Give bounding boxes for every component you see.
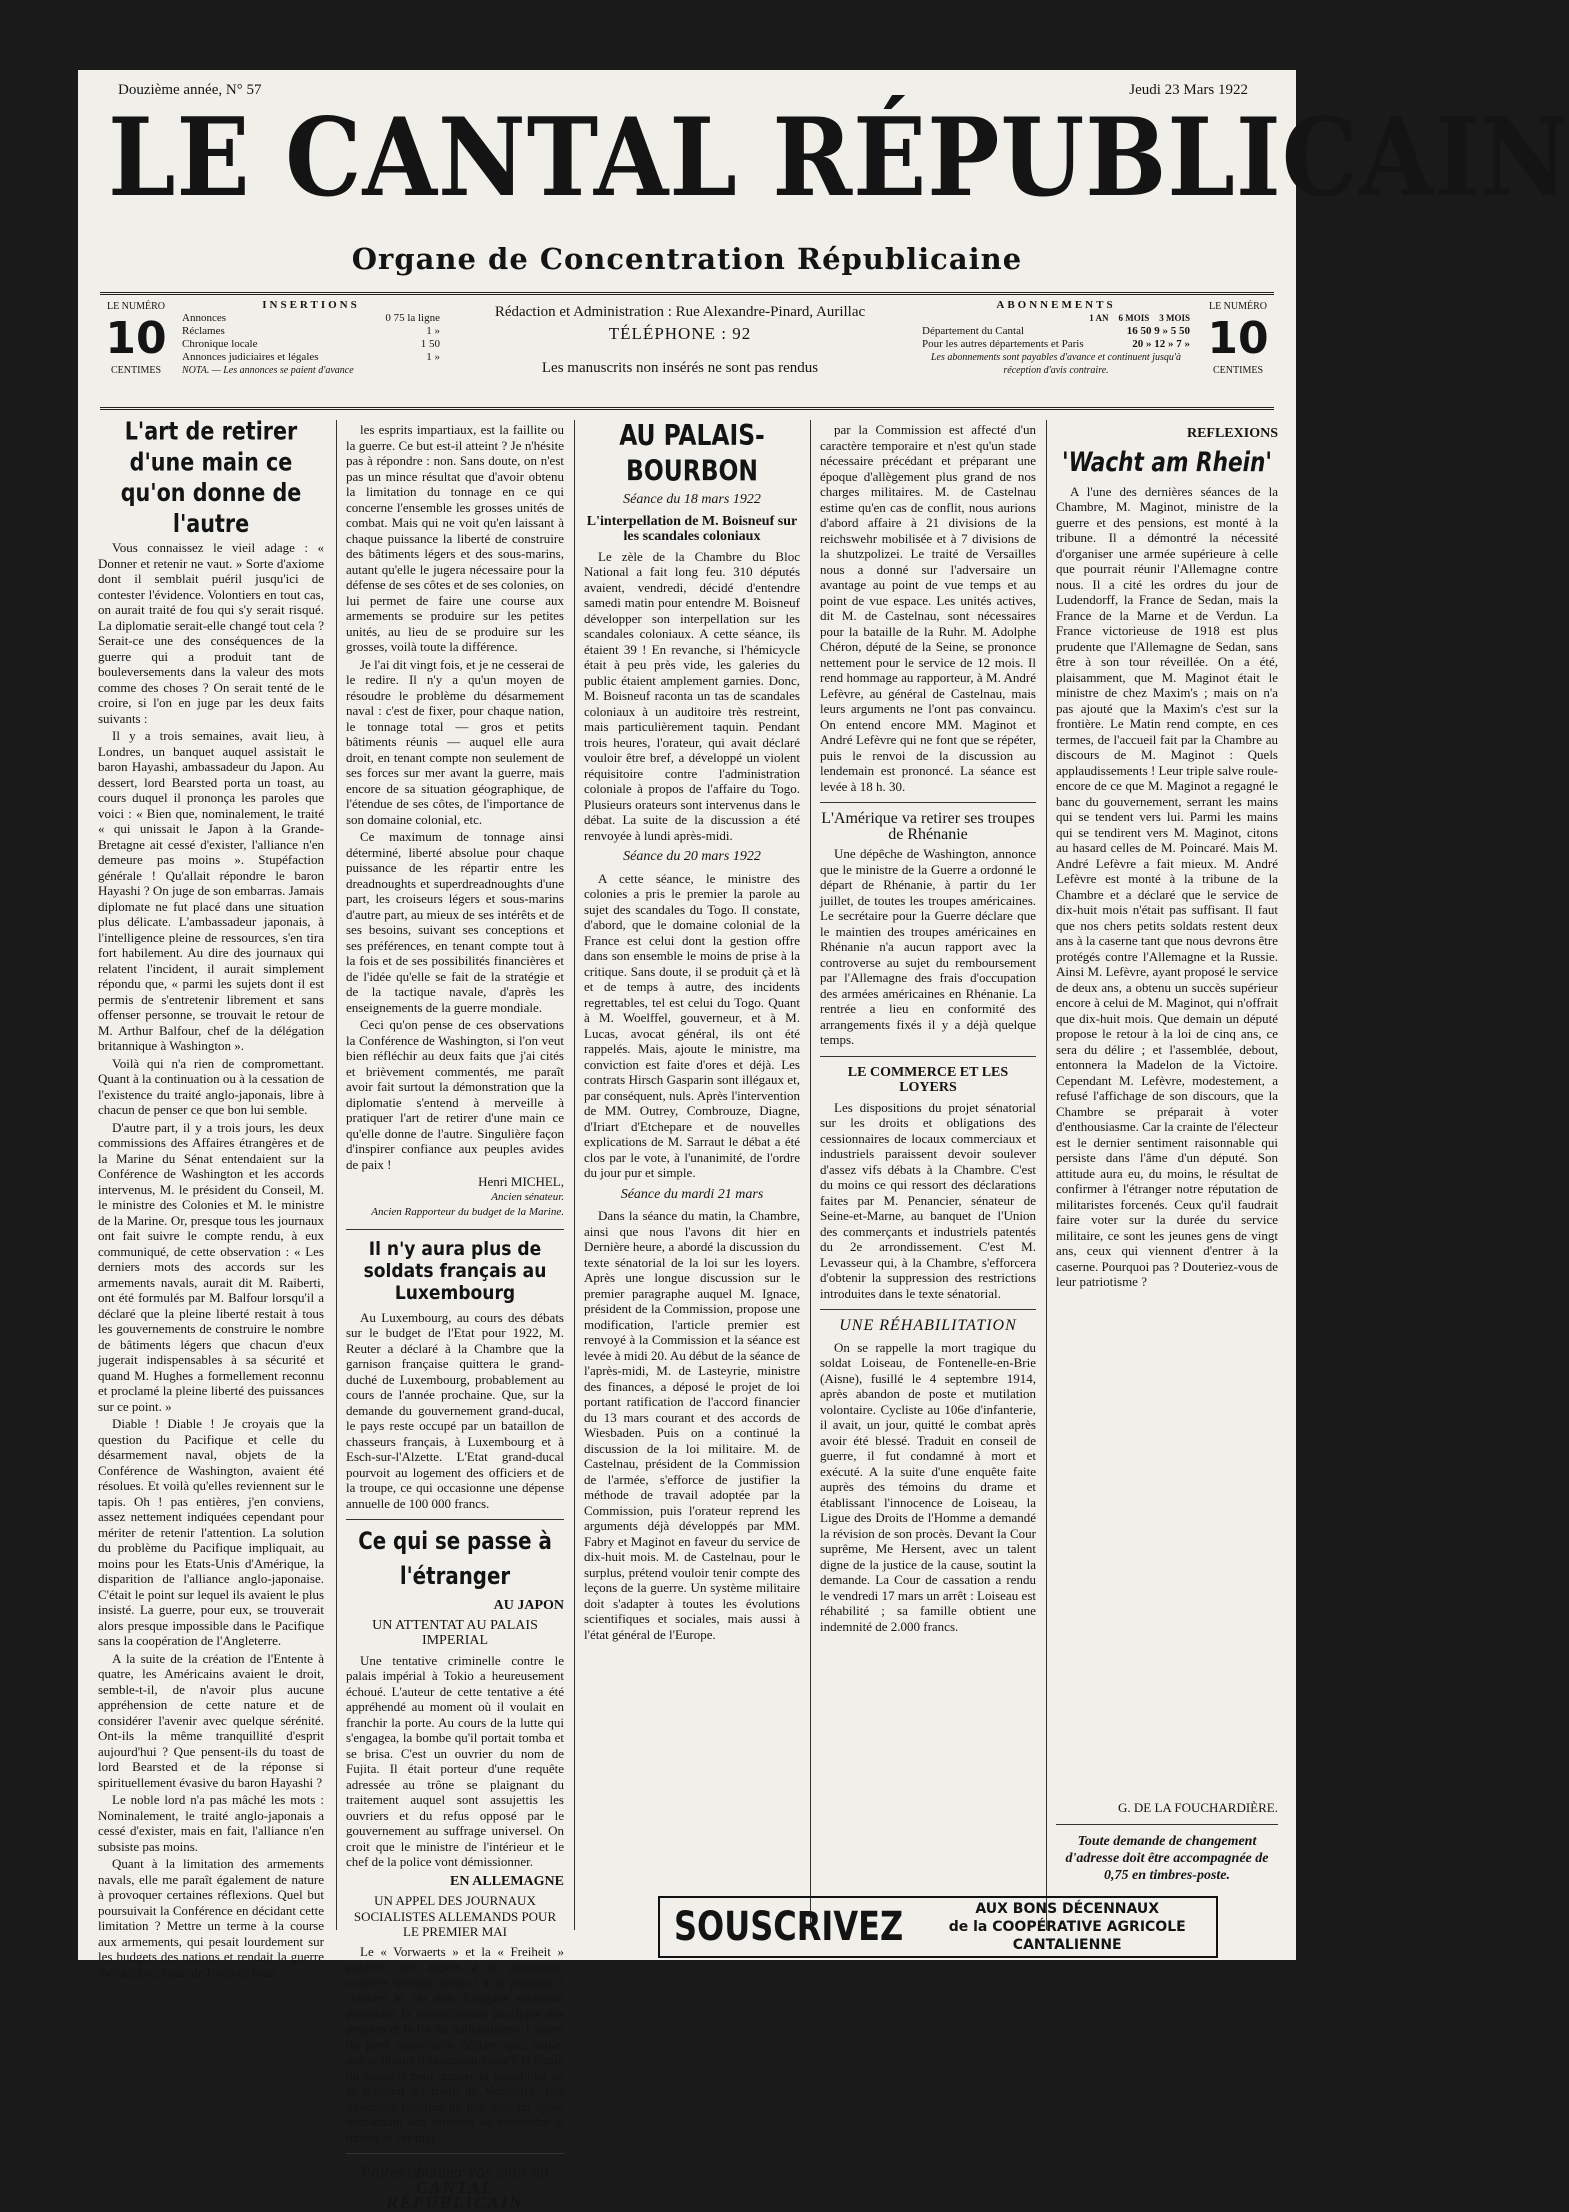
separator <box>820 1309 1036 1310</box>
paragraph: D'autre part, il y a trois jours, les deux commissions des Affaires étrangères et de la Marine du Sénat entendaient sur la Conférence de Washington et les accords intervenus, M. le président du Conseil, M. le ministre des Colonies et M. le ministre de la Marine. Or, presque tous les journaux ont fait suivre le compte rendu, à eux communiqué, de cette observation : « Les derniers mots des accords sur les armements navals, aurait dit M. Raiberti, ont été formulés par M. Balfour lorsqu'il a déclaré que la pleine liberté restait à tous les gouvernements de construire le nombre de bâtiments légers que chacun d'eux jugerait indispensables à sa sécurité et quand M. Hughes a formellement reconnu et proclamé la pleine liberté des puissances sur ce point. » <box>98 1119 324 1414</box>
masthead-subtitle: Organe de Concentration Républicaine <box>351 242 1023 276</box>
article-title: L'Amérique va retirer ses troupes de Rhénanie <box>821 810 1035 843</box>
separator <box>346 1229 564 1230</box>
price-label: LE NUMÉRO <box>1208 301 1268 312</box>
insertion-price: 1 » <box>426 325 440 337</box>
paragraph: Le zèle de la Chambre du Bloc National a fait long feu. 310 députés avaient, vendredi, décidé d'entendre samedi matin pour entendre M. Boisneuf développer son interpellation sur les scandales coloniaux. A cette séance, ils étaient 39 ! En revanche, si l'hémicycle était à peu près vide, les galeries du public étaient amplement garnies. Donc, M. Boisneuf raconta un tas de scandales coloniaux à un auditoire très restreint, mais particulièrement taquin. Pendant trois heures, l'orateur, qui avait déclaré vouloir être bref, a développé un violent réquisitoire contre l'administration coloniale à propos de l'affaire du Togo. Plusieurs orateurs sont intervenus dans le débat. La suite de la discussion a été renvoyée à lundi après-midi. <box>584 548 800 843</box>
article-title: 'Wacht am Rhein' <box>1062 446 1272 477</box>
abo-row-label: Pour les autres départements et Paris <box>922 338 1084 350</box>
article-title: Ce qui se passe à l'étranger <box>358 1528 552 1591</box>
address-change-notice: Toute demande de changement d'adresse doit être accompagnée de 0,75 en timbres-poste. <box>1065 1834 1269 1883</box>
subscribe-notice <box>346 2164 564 2211</box>
paragraph: On se rappelle la mort tragique du soldat Loiseau, de Fontenelle-en-Brie (Aisne), fusillé le 4 septembre 1914, après abandon de poste et mutilation volontaire. Cycliste au 106e d'infanterie, il avait, un jour, quitté le combat après avoir été blessé. Traduit en conseil de guerre, il fut condamné à mort et exécuté. A la suite d'une enquête faite auprès des témoins du drame et établissant l'innocence de Loiseau, la Ligue des Droits de l'Homme a demandé la révision de son procès. Devant la Cour suprême, Me Hersent, avec un talent digne de la justice de la cause, soutint la demande. La Cour de cassation a rendu le vendredi 17 mars un arrêt : Loiseau est réhabilité ; sa famille obtient une indemnité de 2.000 francs. <box>820 1339 1036 1634</box>
insertion-label: Annonces <box>182 312 226 324</box>
paragraph: Quant à la limitation des armements navals, elle me paraît également de nature à provoquer certaines réflexions. Quel but poursuivait la Conférence en décidant cette limitation ? Mettre un terme à la course aux armements, qui pesait lourdement sur les budgets des nations et rendait la guerre inéluctable, fatal, de l'avis de tous. <box>98 1856 324 1980</box>
session-date: Séance du 18 mars 1922 <box>623 492 761 507</box>
price-value: 10 <box>105 313 167 364</box>
column-4 <box>820 422 1036 1922</box>
article-subhead: UN ATTENTAT AU PALAIS IMPERIAL <box>372 1617 538 1648</box>
subscribe-line1: AUX BONS DÉCENNAUX <box>975 1901 1160 1917</box>
session-date: Séance du 20 mars 1922 <box>623 849 761 864</box>
column-1 <box>98 417 324 1980</box>
column-5-footer <box>1056 1800 1278 1884</box>
insertion-label: Réclames <box>182 325 225 337</box>
issue-number: Douzième année, N° 57 <box>118 82 262 98</box>
insertion-label: Annonces judiciaires et légales <box>182 351 319 363</box>
redaction-notice: Les manuscrits non insérés ne sont pas rendus <box>541 360 819 376</box>
paragraph: Le noble lord n'a pas mâché les mots : Nominalement, le traité anglo-japonais a cessé d'exister, mais en fait, l'alliance n'en subsiste pas moins. <box>98 1792 324 1854</box>
paragraph: Je l'ai dit vingt fois, et je ne cesserai de le redire. Il n'y a qu'un moyen de résoudre le problème du désarmement naval : c'est de fixer, pour chaque nation, le tonnage total — gros et petits bâtiments réunis — auquel elle aura droit, en tenant compte non seulement de ses forces sur mer avant la guerre, mais encore de sa situation géographique, de l'étendue de ses côtes, de l'importance de son domaine colonial, etc. <box>346 656 564 827</box>
article-title: Il n'y aura plus de soldats français au Luxembourg <box>363 1237 547 1304</box>
abo-row <box>922 325 1190 338</box>
abo-col: 3 MOIS <box>1159 313 1190 323</box>
session-date: Séance du mardi 21 mars <box>620 1186 764 1202</box>
paragraph: Dans la séance du matin, la Chambre, ainsi que nous l'avons dit hier en Dernière heure, a abordé la discussion du texte sénatorial de la loi sur les loyers. Après une longue discussion sur le premier paragraphe auquel M. Ignace, président de la Commission, propose une modification, l'article premier est renvoyé à la Commission et la séance est levée à midi 20. Au début de la séance de l'après-midi, M. de Lasteyrie, ministre des finances, a déposé le projet de loi portant ratification de l'accord financier du 13 mars courant et des accords de Wiesbaden. Puis on a continué la discussion de la loi militaire. M. de Castelnau, président de la Commission de l'armée, s'efforce de justifier la méthode de travail adoptée par la Commission, puis l'orateur reprend les arguments déjà développés par MM. Fabry et Maginot en faveur du service de dix-huit mois. M. de Castelnau, pour le surplus, prétend vouloir tenir compte des leçons de la guerre. Un système militaire doit s'adapter à toutes les évolutions scientifiques et sociales, mais aussi à l'état général de l'Europe. <box>584 1208 800 1642</box>
article-subhead: L'interpellation de M. Boisneuf sur les scandales coloniaux <box>586 513 798 544</box>
abo-row-values: 16 50 9 » 5 50 <box>1126 325 1190 337</box>
article-subhead: UN APPEL DES JOURNAUX SOCIALISTES ALLEMANDS POUR LE PREMIER MAI <box>353 1893 557 1939</box>
signature: Henri MICHEL, <box>478 1174 564 1189</box>
abo-row-values: 20 » 12 » 7 » <box>1132 338 1190 350</box>
paragraph: Le « Vorwaerts » et la « Freiheit » publient des appels à la population ouvrière invitant celle-ci à se préparer à célébrer le 1er mai. L'organe socialiste préconise la réconciliation pacifique des peuples et la fin du nationalisme. L'appel du parti majoritaire déclare que, seule, une politique d'exécution jusqu'à la limite du possible peut donner la possibilité de la révision du traité de Versailles. Les Syndicats publient de leur côté un appel demandant aux ouvriers de suspendre le travail le 1er mai. <box>346 1943 564 2145</box>
masthead-title: LE CANTAL RÉPUBLICAIN <box>108 94 1569 221</box>
paragraph: Ce maximum de tonnage ainsi déterminé, liberté absolue pour chaque puissance de les répartir entre les dreadnoughts et superdreadnoughts d'une part, les croiseurs légers et sous-marins d'autre part, au mieux de ses intérêts et de ses besoins, suivant ses conceptions et ses préférences, en tenant compte tout à la fois et de ses possibilités financières et de l'idée qu'elle se fait de la stratégie et de la tactique navale, d'après les enseignements de la guerre mondiale. <box>346 829 564 1015</box>
insertions-note: NOTA. — Les annonces se paient d'avance <box>182 365 354 376</box>
paragraph: Au Luxembourg, au cours des débats sur le budget de l'Etat pour 1922, M. Reuter a déclaré à la Chambre que la garnison française quittera le grand-duché de Luxembourg, probablement au cours de l'année prochaine. Que, sur la demande du gouvernement grand-ducal, le pays reste occupé par un bataillon de chasseurs français, à Luxembourg et à Esch-sur-l'Alzette. L'Etat grand-ducal pourvoit au logement des officiers et de la troupe, ce qui occasionne une dépense annuelle de 100 000 francs. <box>346 1309 564 1511</box>
signature: G. DE LA FOUCHARDIÈRE. <box>1118 1800 1278 1815</box>
column-3 <box>584 419 800 1922</box>
price-unit: CENTIMES <box>111 365 161 376</box>
column-5 <box>1056 422 1278 1792</box>
insertions-box <box>182 299 440 377</box>
insertion-price: 0 75 la ligne <box>385 312 440 324</box>
paragraph: Une tentative criminelle contre le palais impérial à Tokio a heureusement échoué. L'auteur de cette tentative a été appréhendé au moment où il voulait en franchir la porte. Au cours de la lutte qui s'engagea, la bombe qu'il portait tomba et se brisa. C'est un ouvrier du nom de Fujita. Il était porteur d'une requête adressée au trône se plaignant du traitement auquel sont assujettis les ouvriers et du refus opposé par le gouvernement au suffrage universel. On croit que le ministre de l'intérieur et le chef de la police vont démissionner. <box>346 1652 564 1869</box>
article-title: L'art de retirer d'une main ce qu'on donne de l'autre <box>120 417 302 539</box>
paragraph: Vous connaissez le vieil adage : « Donner et retenir ne vaut. » Sorte d'axiome dont il semblait puéril jusqu'ici de contester l'évidence. Volontiers en tout cas, on aurait traité de fou qui s'y serait risqué. La diplomatie serait-elle changé tout cela ? Serait-ce une des conséquences de la guerre qui a produit tant de bouleversements dans la valeur des mots comme des choses ? On serait tenté de le croire, si l'on en juge par les deux faits suivants : <box>98 540 324 726</box>
insertion-row <box>182 351 440 364</box>
insertion-row <box>182 325 440 338</box>
abo-row <box>922 338 1190 351</box>
article-title: AU PALAIS-BOURBON <box>619 419 765 489</box>
insertion-row <box>182 338 440 351</box>
abo-row-label: Département du Cantal <box>922 325 1025 337</box>
paragraph: Il y a trois semaines, avait lieu, à Londres, un banquet auquel assistait le baron Hayashi, ambassadeur du Japon. Au dessert, lord Bearsted porta un toast, au cours duquel il prononça les paroles que voici : « Bien que, nominalement, le traité « qui unissait le Japon à la Grande-Bretagne ait cessé d'exister, l'alliance n'en demeure pas moins ». Stupéfaction générale ! Qu'allait répondre le baron Hayashi ? On juge de son embarras. Jamais diplomate ne fut placé dans une situation plus délicate. L'ambassadeur japonais, à l'intelligence pleine de ressources, s'en tira fort habilement. Au dire des journaux qui relatent l'incident, il aurait simplement répondu que, « parmi les sujets dont il est permis de s'entretenir librement et sans offenser personne, se trouvait le retour de M. Arthur Balfour, chef de la délégation britannique à Washington ». <box>98 728 324 1053</box>
column-rule <box>810 420 811 1930</box>
insertion-price: 1 50 <box>420 338 440 350</box>
abonnements-heading: ABONNEMENTS <box>996 299 1116 311</box>
price-label: LE NUMÉRO <box>106 301 166 312</box>
subscribe-banner-title: SOUSCRIVEZ <box>674 1904 904 1950</box>
separator <box>1056 1824 1278 1825</box>
paragraph: Diable ! Diable ! Je croyais que la question du Pacifique et celle du désarmement naval, objets de la Conférence de Washington, avaient été résolues. Et voilà qu'elles reviennent sur le tapis. Oh ! pas entières, j'en conviens, assez nettement indiquées cependant pour mériter de retenir l'attention. La solution du problème du Pacifique impliquait, au moins pour les Etats-Unis d'Amérique, la disparition de l'alliance anglo-japonaise. C'était le point sur lequel ils avaient le plus insisté. La guerre, pour eux, se trouverait alors presque impossible dans le Pacifique sans la coopération de l'Angleterre. <box>98 1416 324 1648</box>
price-unit: CENTIMES <box>1213 365 1263 376</box>
rubric: REFLEXIONS <box>1186 426 1278 441</box>
abonnements-columns <box>922 312 1190 325</box>
signature-note: Ancien sénateur. <box>491 1190 564 1203</box>
abonnements-box <box>922 299 1190 377</box>
redaction-phone: TÉLÉPHONE : 92 <box>608 324 752 343</box>
price-box-right <box>1206 301 1270 377</box>
paragraph: Voilà qui n'a rien de compromettant. Quant à la continuation ou à la cessation de l'existence du traité anglo-japonais, libre à chacun de penser ce que bon lui semble. <box>98 1055 324 1117</box>
subscribe-banner <box>658 1896 1218 1958</box>
subscribe-banner-text <box>932 1900 1202 1954</box>
subscribe-name: CANTAL RÉPUBLICAIN <box>386 2177 524 2212</box>
separator <box>820 1056 1036 1057</box>
abo-col: 6 MOIS <box>1118 313 1150 323</box>
paragraph: par la Commission est affecté d'un caractère temporaire et n'est qu'un stade nécessaire précédant et préparant une époque d'allègement plus grand de nos charges militaires. M. de Castelnau estime qu'en cas de conflit, nous aurions d'abord affaire à 21 divisions de la reichswehr mobilisée et à 7 divisions de la shutzpolizei. Le traité de Versailles nous a donné sur l'adversaire un avantage au point de vue temps et au point de vue espace. Les unités actives, dit M. de Castelnau, sont nécessaires pour la bataille de la Ruhr. M. Adolphe Chéron, député de la Seine, se prononce nettement pour le service de 12 mois. Il rend hommage au rapporteur, à M. André Lefèvre, au général de Castelnau, mais leurs arguments ne l'ont pas convaincu. On entend encore MM. Maginot et André Lefèvre qui ne font que se répéter, puis le renvoi de la discussion au lendemain est prononcé. La séance est levée à 18 h. 30. <box>820 422 1036 794</box>
issue-date: Jeudi 23 Mars 1922 <box>1129 82 1248 98</box>
info-band <box>100 292 1274 410</box>
paragraph: les esprits impartiaux, est la faillite ou la guerre. Ce but est-il atteint ? Je n'hésite pas à répondre : non. Sans doute, on n'est pas un mince résultat que d'avoir obtenu la limitation du tonnage en ce qui concerne l'ensemble les grosses unités de combat. Mais qui ne voit qu'en laissant à chaque puissance la liberté de construire des bâtiments légers et des sous-marins, autant qu'elle le jugera nécessaire pour la défense de ses côtes et de ses colonies, on lui permet de faire une course aux armements se produire sur les petites unités, au lieu de se produire sur les grosses, voilà toute la différence. <box>346 422 564 654</box>
column-rule <box>1046 420 1047 1930</box>
insertion-row <box>182 312 440 325</box>
column-rule <box>574 420 575 1930</box>
newspaper-page <box>78 70 1569 2212</box>
abonnements-note: Les abonnements sont payables d'avance et continuent jusqu'à réception d'avis contraire. <box>930 352 1182 376</box>
paragraph: Les dispositions du projet sénatorial sur les droits et obligations des cessionnaires de locaux commerciaux et industriels paraissent devoir soulever d'assez vifs débats à la Chambre. C'est du moins ce qui ressort des déclarations faites par M. Penancier, sénateur de Seine-et-Marne, au banquet de l'Union des commerçants et industriels patentés du 2e arrondissement. C'est M. Levasseur qui, à la Chambre, s'efforcera d'obtenir la suppression des restrictions introduites dans le texte sénatorial. <box>820 1099 1036 1301</box>
paragraph: Ceci qu'on pense de ces observations la Conférence de Washington, si l'on veut bien réfléchir au deux faits que j'ai cités et brièvement commentés, me paraît avoir fait surtout la démonstration que la diplomatie s'entend à merveille à pratiquer l'art de retirer d'une main ce qu'elle donne de l'autre. Singulière façon d'inspirer confiance aux peuples avides de paix ! <box>346 1017 564 1172</box>
column-rule <box>336 420 337 1930</box>
separator <box>346 2153 564 2154</box>
separator <box>820 802 1036 803</box>
column-2 <box>346 422 564 2212</box>
article-title: UNE RÉHABILITATION <box>839 1317 1017 1334</box>
paragraph: A cette séance, le ministre des colonies a pris le premier la parole au sujet des scandales du Togo. Il constate, d'abord, que le domaine colonial de la France est celui dont la gestion offre dans son ensemble le moins de prise à la critique. Sans doute, il se produit çà et là et de temps à autre, des incidents regrettables, tel est celui du Togo. Quant à M. Woelffel, gouverneur, et à M. Lucas, avocat général, ils ont été rappelés. Mais, ajoute le ministre, ma conviction est faite d'ores et déjà. Les contrats Hirsch Gasparin sont illégaux et, par conséquent, nuls. Après l'intervention de MM. Outrey, Combrouze, Diagne, d'Iriart d'Etchepare et de nouvelles explications de M. Sarraut le débat a été clos par le vote, à l'unanimité, de l'ordre du jour pur et simple. <box>584 870 800 1180</box>
signature-note: Ancien Rapporteur du budget de la Marine. <box>371 1206 564 1218</box>
price-box-left <box>104 301 168 377</box>
insertion-price: 1 » <box>426 351 440 363</box>
separator <box>346 1519 564 1520</box>
redaction-address: Rédaction et Administration : Rue Alexandre-Pinard, Aurillac <box>494 304 866 320</box>
section-label: EN ALLEMAGNE <box>450 1873 564 1889</box>
insertions-heading: INSERTIONS <box>262 299 360 311</box>
section-label: AU JAPON <box>493 1598 564 1613</box>
abo-col: 1 AN <box>1089 313 1109 323</box>
price-value: 10 <box>1207 313 1269 364</box>
paragraph: Une dépêche de Washington, annonce que le ministre de la Guerre a ordonné le départ de Rhénanie, à partir du 1er juillet, de toutes les troupes américaines. Le secrétaire pour la Guerre déclare que le maintien des troupes américaines en Rhénanie n'a aucun rapport avec la controverse au sujet du remboursement par l'Allemagne des frais d'occupation des armées américaines en Rhénanie. La rentrée a lieu en conformité des arrangements fixés il y a déjà quelque temps. <box>820 846 1036 1047</box>
subscribe-line2: de la COOPÉRATIVE AGRICOLE CANTALIENNE <box>948 1919 1186 1953</box>
paragraph: A la suite de la création de l'Entente à quatre, les Américains avaient le droit, semble-t-il, de n'avoir plus aucune appréhension de cette nature et de considérer l'avenir avec quelque sérénité. Ont-ils la même tranquillité d'esprit aujourd'hui ? Que pensent-ils du toast de lord Bearsted et de la réponse si spirituellement évasive du baron Hayashi ? <box>98 1650 324 1790</box>
paragraph: A l'une des dernières séances de la Chambre, M. Maginot, ministre de la guerre et des pensions, est monté à la tribune. Il a démontré la nécessité d'organiser une armée supérieure à celle que pourrait réunir l'Allemagne contre nous. Il a cité les ordres du jour de Ludendorff, la France de Sedan, mais la France de la Marne et de Verdun. La France victorieuse de 1918 est plus prudente que l'Allemagne de Sedan, sans être à son tour réveillée. On a été, plaisamment, que M. Maginot était le ministre de chez Maxim's ; mais on n'a pas ajouté que la Maxim's c'est sur la frontière. Le Matin rend compte, en ces termes, de l'accueil fait par la Chambre au discours de M. Maginot : Quels applaudissements ! Leur triple salve roule-encore de ce que M. Maginot a regagné le banc du gouvernement, serrant les mains qui se tendent vers lui. Parmi les mains qui se tendirent vers M. Maginot, citons au hasard celles de M. Poincaré. Mais M. André Lefèvre a fait mieux. M. André Lefèvre est monté à la tribune de la Chambre et a déclaré que le service de dix-huit mois n'était pas suffisant. Il faut que nos chers petits soldats restent deux ans à la caserne tant que nous devrons être protégés contre l'Allemagne et la Russie. Ainsi M. Lefèvre, ayant proposé le service de deux ans, a obtenu un succès supérieur encore à celui de M. Maginot, qui n'offrait que dix-huit mois. Que demain un député propose le retour à la loi de cinq ans, ce sera du délire ; et l'assemblée, debout, entonnera la Madelon de la Victoire. Cependant M. Lefèvre, modestement, a refusé l'affichage de son discours, que la Chambre se préparait à voter d'enthousiasme. Car la crainte de l'électeur est le dernier sentiment raisonnable qui persiste dans l'âme d'un député. Son attitude aura eu, du moins, le résultat de confirmer à l'étranger notre réputation de militaristes forcenés. Ceux qu'il faudrait faire voter sur la durée du service militaire, ce sont les jeunes gens de vingt ans, ceux qui viennent d'entrer à la caserne. Pourquoi pas ? Douteriez-vous de leur patriotisme ? <box>1056 483 1279 1289</box>
subscribe-line: Faites abonner vos amis au <box>361 2162 549 2181</box>
article-title: LE COMMERCE ET LES LOYERS <box>847 1064 1009 1095</box>
redaction-box <box>455 301 905 379</box>
insertion-label: Chronique locale <box>182 338 258 350</box>
